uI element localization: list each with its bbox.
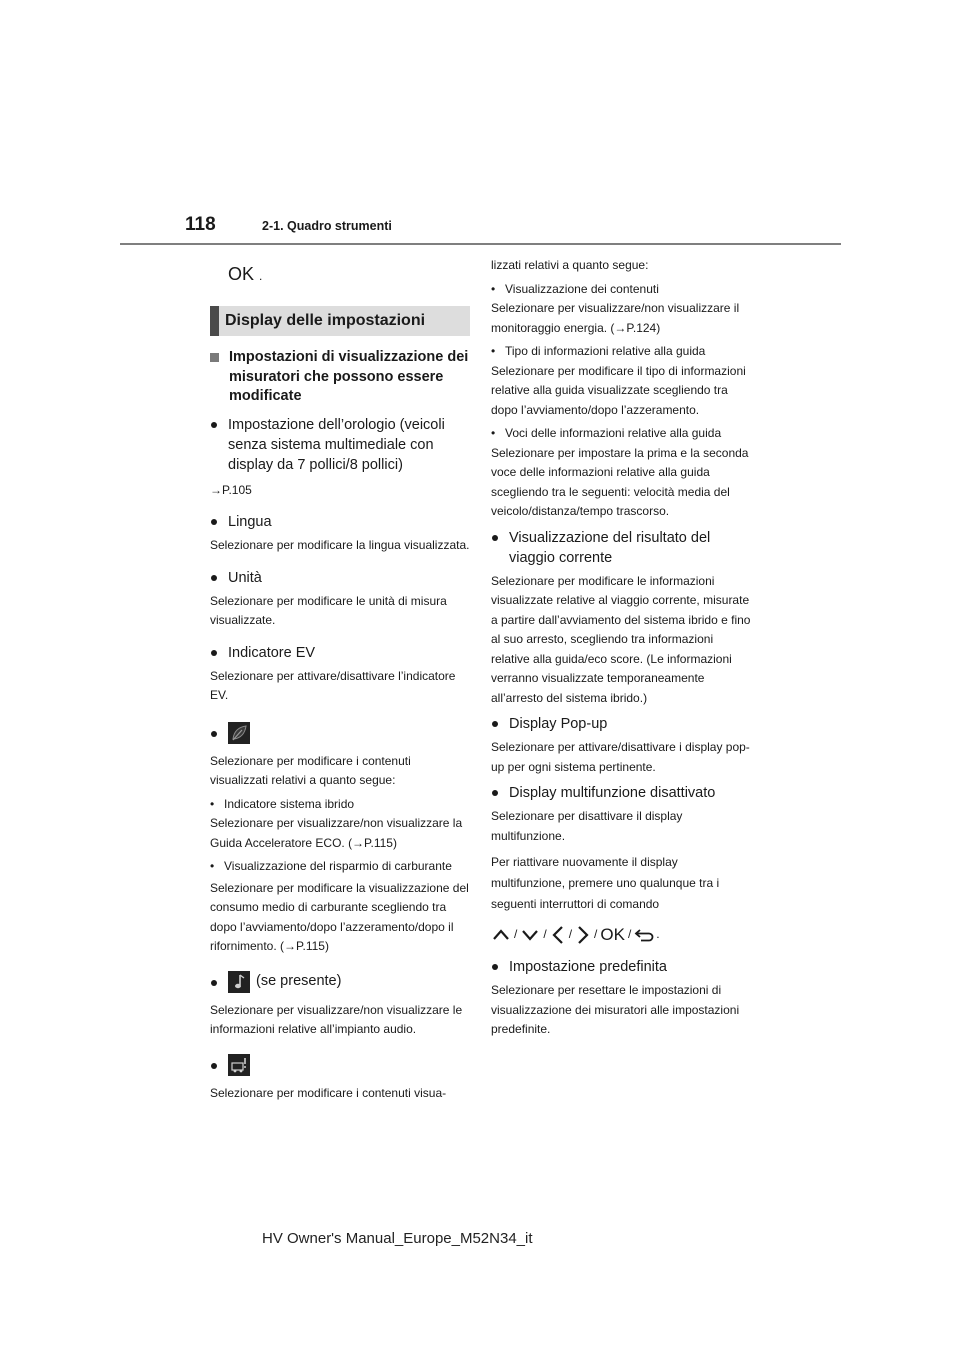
bullet-unita xyxy=(210,568,470,588)
multi-title: Display multifunzione disattivato xyxy=(509,785,716,801)
box-heading: Display delle impostazioni xyxy=(210,306,470,336)
eco-desc: Selezionare per modificare i contenuti visualizzati relativi a quanto segue: xyxy=(210,753,411,787)
section-title: 2-1. Quadro strumenti xyxy=(262,219,392,233)
bullet-dot-icon xyxy=(492,964,498,970)
eco-sub2-title: Visualizzazione del risparmio di carburante xyxy=(224,859,452,873)
chevron-up-icon xyxy=(491,927,511,943)
bullet-popup xyxy=(491,714,751,734)
eco-leaf-icon xyxy=(228,722,250,744)
nav-sep: / xyxy=(568,927,573,942)
ev-title: Indicatore EV xyxy=(228,644,316,661)
music-note-icon xyxy=(228,971,250,993)
square-bullet-icon xyxy=(210,353,219,362)
lingua-title: Lingua xyxy=(228,514,272,530)
trip-desc: Selezionare per modificare le informazioni visualizzate relative al viaggio corrente, misurate a partire dall’avviamento del sistema ibrido e fino al suo arresto, scegliendo tra informazioni relative alla guida/eco score. (Le informazioni verranno visualizzate temporaneamente all’arresto del sistema ibrido.) xyxy=(491,573,751,705)
bullet-trip xyxy=(491,528,751,568)
bullet-dot-icon xyxy=(211,980,217,986)
right-sub2-title: Tipo di informazioni relative alla guida xyxy=(505,344,706,358)
unita-desc: Selezionare per modificare le unità di misura visualizzate. xyxy=(210,593,447,627)
right-sub1 xyxy=(491,280,751,300)
ok-punct: . xyxy=(259,269,263,283)
eco-sub1-title: Indicatore sistema ibrido xyxy=(224,796,355,811)
ok-label: OK xyxy=(228,264,255,284)
nav-sep: / xyxy=(543,927,547,942)
page-number: 118 xyxy=(185,214,216,235)
multi-desc1: Selezionare per disattivare il display multifunzione. xyxy=(491,809,683,843)
sub-bullet-dot: • xyxy=(491,281,496,296)
subheading-text: Impostazioni di visualizzazione dei misuratori che possono essere modificate xyxy=(229,349,469,404)
audio-suffix: (se presente) xyxy=(256,972,342,989)
sub-bullet-dot: • xyxy=(210,859,215,873)
nav-switch-row xyxy=(491,923,751,947)
eco-sub2-desc: Selezionare per modificare la visualizzazione del consumo medio di carburante scegliendo tra dopo l’avviamento/dopo l’azzeramento/dopo il rifornimento. (→P.115) xyxy=(210,880,469,953)
bullet-dot-icon xyxy=(211,1063,217,1069)
footer-text: HV Owner's Manual_Europe_M52N34_it xyxy=(262,1230,533,1247)
right-sub2 xyxy=(491,342,751,362)
bullet-dot-icon xyxy=(492,535,498,541)
sub-bullet-dot: • xyxy=(210,796,215,811)
bullet-dot-icon xyxy=(211,422,217,428)
bullet-audio xyxy=(210,971,470,993)
nav-sep: / xyxy=(514,927,518,942)
eco-sub1 xyxy=(210,795,470,815)
clock-title: Impostazione dell’orologio (veicoli senza sistema multimediale con display da 7 pollici/8 pollici) xyxy=(228,416,445,473)
eco-sub2 xyxy=(210,857,470,877)
right-sub2-desc: Selezionare per modificare il tipo di informazioni relative alla guida visualizzate scegliendo tra dopo l’avviamento/dopo l’azzeramento. xyxy=(491,363,746,417)
popup-title: Display Pop-up xyxy=(509,716,608,732)
driving-info-icon xyxy=(228,1054,250,1076)
ev-desc: Selezionare per attivare/disattivare l’indicatore EV. xyxy=(210,668,456,702)
clock-ref: →P.105 xyxy=(210,482,252,497)
right-sub3 xyxy=(491,424,751,444)
right-sub3-title: Voci delle informazioni relative alla guida xyxy=(505,426,722,440)
drive-desc: Selezionare per modificare i contenuti visua- xyxy=(210,1085,447,1100)
audio-desc: Selezionare per visualizzare/non visualizzare le informazioni relative all’impianto audio. xyxy=(210,1002,463,1036)
bullet-dot-icon xyxy=(211,731,217,737)
bullet-multi xyxy=(491,783,751,803)
bullet-dot-icon xyxy=(492,790,498,796)
header-rule xyxy=(120,243,841,245)
nav-sep: / xyxy=(594,927,598,942)
chevron-left-icon xyxy=(550,924,566,946)
lingua-desc: Selezionare per modificare la lingua visualizzata. xyxy=(210,538,470,552)
nav-end: . xyxy=(656,927,660,942)
right-column xyxy=(491,256,751,1040)
bullet-lingua xyxy=(210,512,470,532)
sub-bullet-dot: • xyxy=(491,344,496,358)
chevron-down-icon xyxy=(520,927,540,943)
popup-desc: Selezionare per attivare/disattivare i display pop-up per ogni sistema pertinente. xyxy=(491,740,750,774)
right-sub1-desc: Selezionare per visualizzare/non visualizzare il monitoraggio energia. (→P.124) xyxy=(491,301,740,335)
bullet-dot-icon xyxy=(211,519,217,525)
right-cont: lizzati relativi a quanto segue: xyxy=(491,258,649,272)
trip-title: Visualizzazione del risultato del viaggio corrente xyxy=(509,529,711,566)
bullet-dot-icon xyxy=(492,721,498,727)
bullet-drive xyxy=(210,1054,470,1076)
chevron-right-icon xyxy=(575,924,591,946)
sub-bullet-dot: • xyxy=(491,426,496,440)
default-desc: Selezionare per resettare le impostazioni di visualizzazione dei misuratori alle impostazioni predefinite. xyxy=(491,983,740,1036)
subheading xyxy=(210,348,470,407)
bullet-default xyxy=(491,957,751,977)
default-title: Impostazione predefinita xyxy=(509,959,667,975)
unita-title: Unità xyxy=(228,569,262,586)
left-column xyxy=(210,256,470,1103)
nav-sep: / xyxy=(627,927,632,942)
eco-sub1-desc: Selezionare per visualizzare/non visualizzare la Guida Acceleratore ECO. (→P.115) xyxy=(210,816,463,850)
bullet-ev xyxy=(210,643,470,663)
bullet-dot-icon xyxy=(211,575,217,581)
bullet-dot-icon xyxy=(211,650,217,656)
ok-fragment xyxy=(228,264,470,286)
multi-desc2: Per riattivare nuovamente il display multifunzione, premere uno qualunque tra i seguenti interruttori di comando xyxy=(491,855,720,911)
ok-label: OK xyxy=(600,925,625,945)
right-sub1-title: Visualizzazione dei contenuti xyxy=(505,281,659,296)
right-sub3-desc: Selezionare per impostare la prima e la seconda voce delle informazioni relative alla guida scegliendo tra le seguenti: velocità media del veicolo/distanza/tempo trascorso. xyxy=(491,445,749,518)
bullet-eco xyxy=(210,722,470,744)
back-return-icon xyxy=(634,927,656,943)
bullet-clock xyxy=(210,415,470,475)
